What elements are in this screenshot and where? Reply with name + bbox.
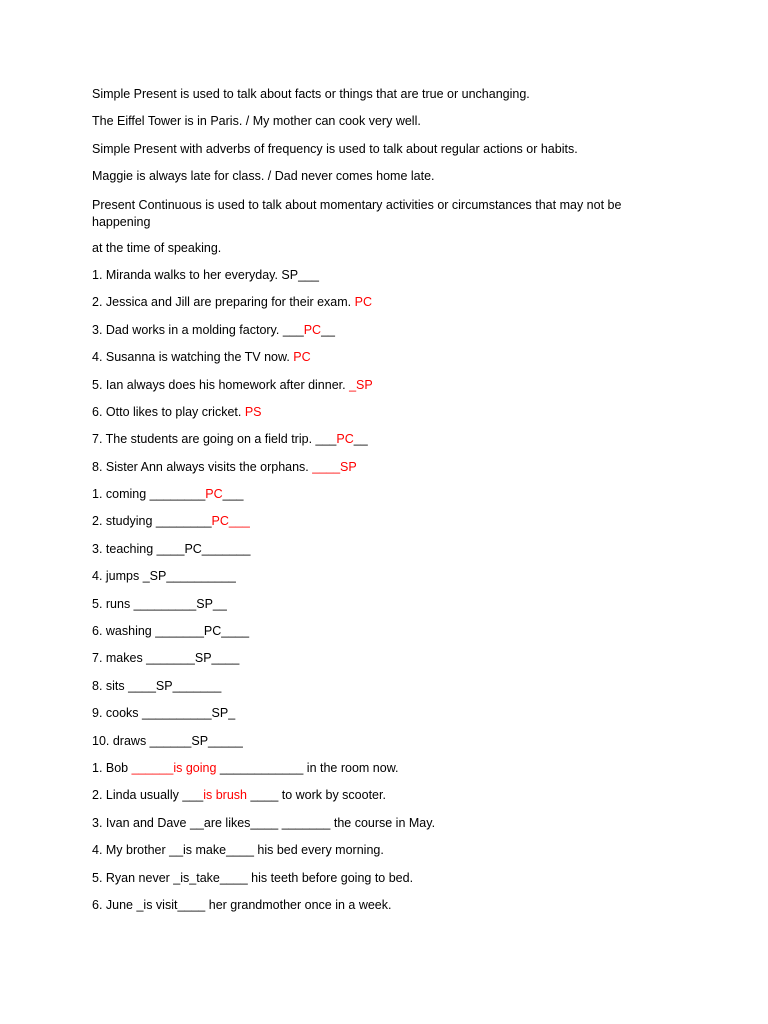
text-line: [92, 460, 692, 475]
text-line: [92, 706, 692, 721]
answer-text: is brush: [203, 788, 247, 803]
line-text: ____________ in the room now.: [216, 760, 399, 775]
line-text: 1. Miranda walks to her everyday. SP___: [92, 267, 319, 282]
line-text: __: [353, 432, 368, 447]
line-text: Simple Present is used to talk about facts or things that are true or unchanging.: [92, 87, 530, 101]
line-text: at the time of speaking.: [92, 240, 222, 255]
line-text: 5. Ryan never _is_take____ his teeth before going to bed.: [92, 870, 414, 885]
text-line: [92, 241, 692, 256]
line-text: 7. The students are going on a field trip. ___: [92, 432, 337, 447]
answer-text: ____SP: [312, 459, 357, 474]
text-line: [92, 734, 692, 749]
answer-text: PC___: [211, 514, 250, 529]
line-text: 7. makes _______SP____: [92, 651, 240, 666]
line-text: 4. Susanna is watching the TV now.: [92, 350, 294, 365]
text-line: [92, 843, 692, 858]
line-text: 3. teaching ____PC_______: [92, 541, 251, 556]
worksheet-page: [92, 87, 692, 925]
text-line: [92, 197, 672, 232]
text-line: [92, 542, 692, 557]
answer-text: PC: [293, 350, 311, 365]
text-line: [92, 898, 692, 913]
text-line: [92, 871, 692, 886]
line-text: ____ to work by scooter.: [246, 788, 386, 803]
answer-text: PC: [303, 322, 322, 337]
text-line: [92, 268, 692, 283]
line-text: 1. Bob: [92, 760, 132, 775]
line-text: 3. Ivan and Dave __are likes____ _______ the course in May.: [92, 815, 436, 830]
line-text: 9. cooks __________SP_: [92, 706, 236, 721]
text-line: [92, 569, 692, 584]
line-text: 4. jumps _SP__________: [92, 569, 236, 584]
line-text: 2. Linda usually ___: [92, 788, 204, 803]
line-text: __: [321, 322, 335, 337]
line-text: Maggie is always late for class. / Dad never comes home late.: [92, 169, 435, 184]
text-line: [92, 624, 692, 639]
line-text: 6. Otto likes to play cricket.: [92, 404, 245, 419]
answer-text: PC: [354, 295, 372, 310]
line-text: 6. washing _______PC____: [92, 624, 250, 639]
text-line: [92, 487, 692, 502]
text-line: [92, 514, 692, 529]
line-text: 5. runs _________SP__: [92, 596, 227, 611]
line-text: ___: [222, 487, 244, 502]
line-text: Present Continuous is used to talk about momentary activities or circumstances that may not be happening: [92, 197, 625, 230]
text-line: [92, 432, 692, 447]
text-line: [92, 350, 692, 365]
text-line: [92, 816, 692, 831]
text-line: [92, 597, 692, 612]
line-text: 6. June _is visit____ her grandmother once in a week.: [92, 897, 392, 912]
text-line: [92, 87, 692, 102]
text-line: [92, 114, 692, 129]
line-text: The Eiffel Tower is in Paris. / My mother can cook very well.: [92, 114, 421, 129]
answer-text: PS: [244, 404, 262, 419]
text-line: [92, 323, 692, 338]
line-text: 8. Sister Ann always visits the orphans.: [92, 459, 313, 474]
answer-text: _SP: [349, 377, 373, 392]
line-text: 2. studying ________: [92, 514, 212, 529]
line-text: Simple Present with adverbs of frequency is used to talk about regular actions or habits.: [92, 141, 578, 156]
text-line: [92, 788, 692, 803]
text-line: [92, 378, 692, 393]
answer-text: PC: [205, 487, 223, 502]
line-text: 5. Ian always does his homework after dinner.: [92, 377, 350, 392]
line-text: 3. Dad works in a molding factory. ___: [92, 322, 304, 337]
text-line: [92, 679, 692, 694]
text-line: [92, 169, 692, 184]
text-line: [92, 295, 692, 310]
text-line: [92, 142, 692, 157]
text-line: [92, 761, 692, 776]
line-text: 8. sits ____SP_______: [92, 678, 222, 693]
line-text: 2. Jessica and Jill are preparing for their exam.: [92, 295, 355, 310]
text-line: [92, 651, 692, 666]
line-text: 10. draws ______SP_____: [92, 733, 243, 748]
answer-text: PC: [336, 432, 354, 447]
text-line: [92, 405, 692, 420]
line-text: 1. coming ________: [92, 487, 206, 502]
line-text: 4. My brother __is make____ his bed every morning.: [92, 843, 384, 858]
answer-text: ______is going: [131, 760, 217, 775]
